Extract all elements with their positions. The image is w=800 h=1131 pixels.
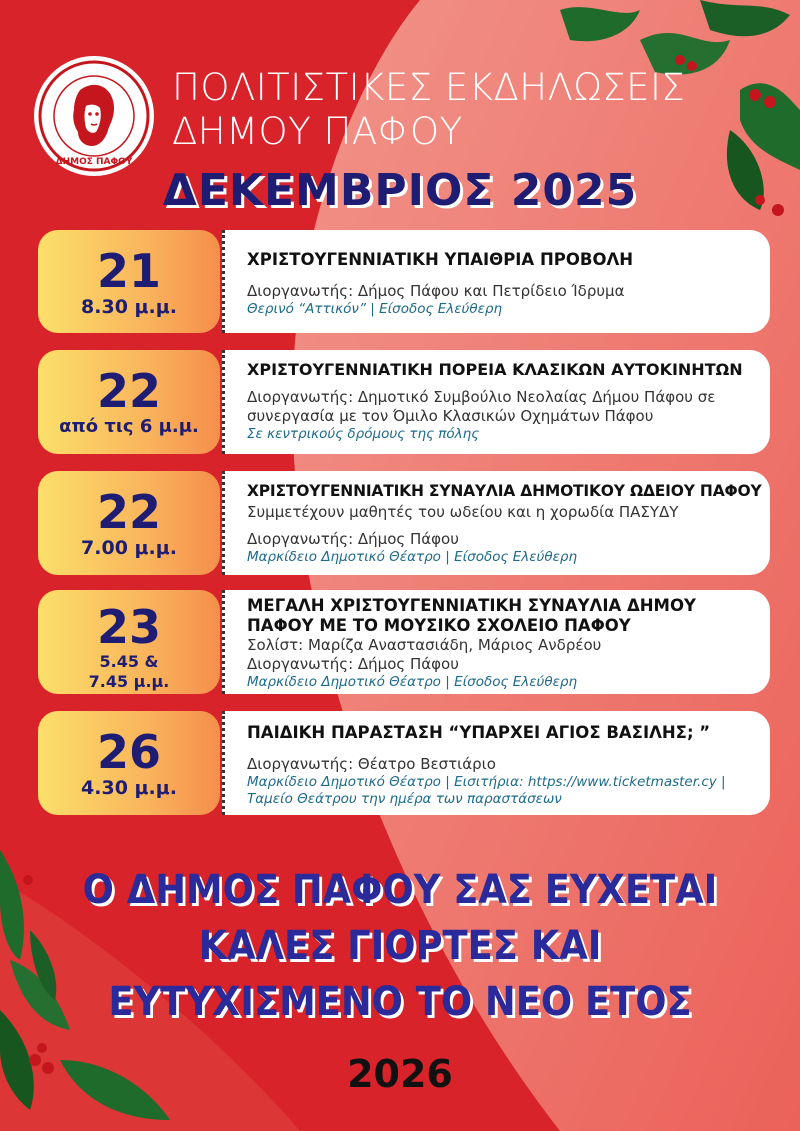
event-day: 21 [96,244,161,298]
event-card [38,230,770,333]
greeting-year: 2026 [347,1052,453,1096]
event-details [222,711,770,815]
event-title: ΜΕΓΑΛΗ ΧΡΙΣΤΟΥΓΕΝΝΙΑΤΙΚΗ ΣΥΝΑΥΛΙΑ ΔΗΜΟΥ [247,596,696,615]
event-title: ΧΡΙΣΤΟΥΓΕΝΝΙΑΤΙΚΗ ΠΟΡΕΙΑ ΚΛΑΣΙΚΩΝ ΑΥΤΟΚΙΝΗΤΩΝ [247,360,743,379]
event-venue: Σε κεντρικούς δρόμους της πόλης [247,426,480,442]
event-date [38,350,220,454]
event-organizer: Διοργανωτής: Θέατρο Βεστιάριο [247,755,496,773]
greeting-line-3: ΕΥΤΥΧΙΣΜΕΝΟ ΤΟ ΝΕΟ ΕΤΟΣ [108,979,692,1025]
event-card [38,471,770,575]
event-time-cont: 7.45 μ.μ. [88,672,170,691]
event-card [38,711,770,815]
month-heading: ΔΕΚΕΜΒΡΙΟΣ 2025 [162,165,638,216]
event-venue: Μαρκίδειο Δημοτικό Θέατρο | Είσοδος Ελεύθερη [247,549,578,565]
event-time: 7.00 μ.μ. [81,537,177,559]
event-organizer: Διοργανωτής: Δημοτικό Συμβούλιο Νεολαίας Δήμου Πάφου σε [247,388,716,406]
title-line-2: ΔΗΜΟΥ ΠΑΦΟΥ [172,110,463,153]
event-date [38,471,220,575]
event-venue-cont: Ταμείο Θεάτρου την ημέρα των παραστάσεων [247,791,562,807]
event-title: ΧΡΙΣΤΟΥΓΕΝΝΙΑΤΙΚΗ ΣΥΝΑΥΛΙΑ ΔΗΜΟΤΙΚΟΥ ΩΔΕΙΟΥ ΠΑΦΟΥ [247,482,762,500]
event-title: ΠΑΙΔΙΚΗ ΠΑΡΑΣΤΑΣΗ “ΥΠΑΡΧΕΙ ΑΓΙΟΣ ΒΑΣΙΛΗΣ; ” [247,723,711,742]
coin-head-icon [38,60,150,172]
greeting [0,862,800,1030]
event-date [38,230,220,333]
event-title: ΧΡΙΣΤΟΥΓΕΝΝΙΑΤΙΚΗ ΥΠΑΙΘΡΙΑ ΠΡΟΒΟΛΗ [247,250,634,269]
event-date [38,711,220,815]
event-time: από τις 6 μ.μ. [59,416,199,437]
event-organizer: Διοργανωτής: Δήμος Πάφου και Πετρίδειο Ίδρυμα [247,282,625,300]
event-details [222,471,770,575]
event-day: 22 [96,485,161,539]
municipality-logo [38,60,150,172]
event-organizer: Διοργανωτής: Δήμος Πάφου [247,530,459,548]
event-day: 22 [96,364,161,418]
event-participants: Συμμετέχουν μαθητές του ωδείου και η χορωδία ΠΑΣΥΔΥ [247,503,679,521]
event-details [222,230,770,333]
event-venue: Μαρκίδειο Δημοτικό Θέατρο | Είσοδος Ελεύθερη [247,674,578,690]
greeting-line-2: ΚΑΛΕΣ ΓΙΟΡΤΕΣ ΚΑΙ [198,923,602,969]
greeting-line-1: Ο ΔΗΜΟΣ ΠΑΦΟΥ ΣΑΣ ΕΥΧΕΤΑΙ [82,867,718,913]
event-date [38,590,220,694]
event-organizer: Διοργανωτής: Δήμος Πάφου [247,655,459,673]
event-organizer-cont: συνεργασία με τον Όμιλο Κλασικών Οχημάτων Πάφου [247,407,654,425]
event-day: 23 [96,600,161,654]
event-card [38,350,770,454]
title-line-1: ΠΟΛΙΤΙΣΤΙΚΕΣ ΕΚΔΗΛΩΣΕΙΣ [172,66,686,109]
event-venue: Μαρκίδειο Δημοτικό Θέατρο | Εισιτήρια: https://www.ticketmaster.cy | [247,774,726,790]
event-venue: Θερινό “Αττικόν” | Είσοδος Ελεύθερη [247,301,503,317]
event-details [222,350,770,454]
event-details [222,590,770,694]
logo-text: ΔΗΜΟΣ ΠΑΦΟΥ [55,157,133,167]
event-card [38,590,770,694]
event-time: 8.30 μ.μ. [81,296,177,318]
event-soloists: Σολίστ: Μαρίζα Αναστασιάδη, Μάριος Ανδρέου [247,636,602,654]
event-time: 5.45 & [99,652,159,671]
event-title-cont: ΠΑΦΟΥ ΜΕ ΤΟ ΜΟΥΣΙΚΟ ΣΧΟΛΕΙΟ ΠΑΦΟΥ [247,616,631,635]
page-title [172,66,685,154]
event-time: 4.30 μ.μ. [81,777,177,799]
event-day: 26 [96,725,161,779]
